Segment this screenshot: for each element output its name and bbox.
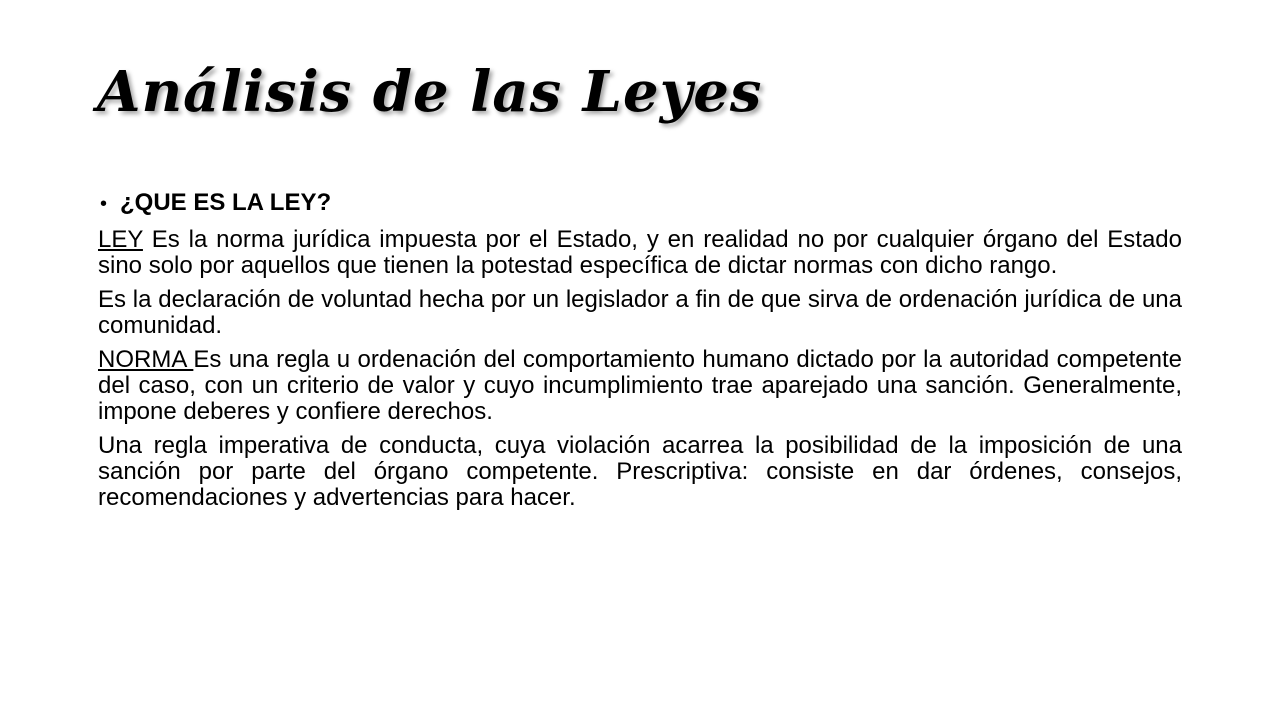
slide-content [98, 190, 1182, 519]
paragraph-declaracion [98, 287, 1182, 339]
paragraph-text: Es la norma jurídica impuesta por el Estado, y en realidad no por cualquier órgano del Estado sino solo por aquellos que tienen la potestad específica de dictar normas con dicho rango. [98, 226, 1182, 279]
bullet-item [100, 190, 1182, 217]
paragraph-regla [98, 433, 1182, 511]
bullet-text: ¿QUE ES LA LEY? [120, 189, 332, 216]
paragraph-text: Una regla imperativa de conducta, cuya violación acarrea la posibilidad de la imposición de una sanción por parte del órgano competente. Prescriptiva: consiste en dar órdenes, consejos, recomendaciones y advertencias para hacer. [98, 432, 1182, 511]
slide-title: Análisis de las Leyes [97, 59, 763, 125]
paragraph-norma [98, 347, 1182, 425]
paragraph-text: Es la declaración de voluntad hecha por un legislador a fin de que sirva de ordenación jurídica de una comunidad. [98, 286, 1182, 339]
term-norma: NORMA [98, 346, 194, 373]
bullet-icon: • [100, 193, 108, 215]
paragraph-ley [98, 227, 1182, 279]
paragraph-text: Es una regla u ordenación del comportamiento humano dictado por la autoridad competente del caso, con un criterio de valor y cuyo incumplimiento trae aparejado una sanción. Generalmente, impone deberes y confiere derechos. [98, 346, 1183, 425]
term-ley: LEY [98, 226, 143, 253]
